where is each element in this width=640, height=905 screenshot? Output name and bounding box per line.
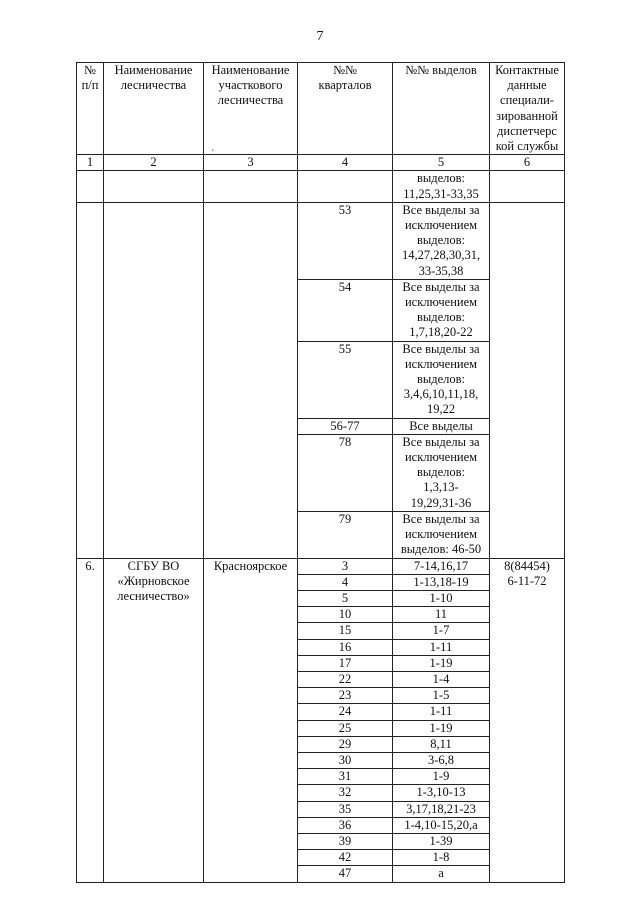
quarter-cell: 17: [298, 655, 393, 671]
cell-empty: [204, 202, 298, 558]
vydely-cell: 8,11: [393, 736, 490, 752]
cell-empty: [77, 202, 104, 558]
vydely-cell: 1-4,10-15,20,a: [393, 817, 490, 833]
quarter-cell: 24: [298, 704, 393, 720]
quarter-cell: 25: [298, 720, 393, 736]
quarter-cell: 29: [298, 736, 393, 752]
vydely-cell: а: [393, 866, 490, 882]
quarter-cell: 32: [298, 785, 393, 801]
quarter-cell: 5: [298, 590, 393, 606]
cell-empty: [204, 171, 298, 202]
quarter-cell: 35: [298, 801, 393, 817]
vydely-cell: 1-19: [393, 655, 490, 671]
forestry-table: [76, 62, 565, 883]
vydely-cell: Все выделы за исключением выделов: 46-50: [393, 511, 490, 558]
quarter-cell: 54: [298, 279, 393, 341]
vydely-cell: выделов: 11,25,31-33,35: [393, 171, 490, 202]
header-contacts: Контактные данные специали- зированной диспетчерс кой службы: [490, 63, 565, 155]
vydely-cell: Все выделы за исключением выделов: 1,3,13- 19,29,31-36: [393, 434, 490, 511]
cell-empty: [490, 171, 565, 202]
vydely-cell: 1-10: [393, 590, 490, 606]
cell-empty: [104, 171, 204, 202]
table-row: [77, 202, 565, 279]
column-number: 4: [298, 155, 393, 171]
header-number: № п/п: [77, 63, 104, 155]
vydely-cell: 7-14,16,17: [393, 558, 490, 574]
quarter-cell: 30: [298, 752, 393, 768]
quarter-cell: 78: [298, 434, 393, 511]
quarter-cell: 4: [298, 574, 393, 590]
quarter-cell: 16: [298, 639, 393, 655]
page-number: 7: [316, 29, 324, 44]
quarter-cell: 22: [298, 671, 393, 687]
column-number: 6: [490, 155, 565, 171]
cell-empty: [490, 202, 565, 558]
quarter-cell: 39: [298, 833, 393, 849]
column-number: 5: [393, 155, 490, 171]
vydely-cell: 1-13,18-19: [393, 574, 490, 590]
quarter-cell: 79: [298, 511, 393, 558]
forestry-name: СГБУ ВО «Жирновское лесничество»: [104, 558, 204, 882]
quarter-cell: 15: [298, 623, 393, 639]
vydely-cell: 11: [393, 607, 490, 623]
vydely-cell: 1-11: [393, 704, 490, 720]
quarter-cell: 10: [298, 607, 393, 623]
quarter-cell: 36: [298, 817, 393, 833]
contact-cell: 8(84454) 6-11-72: [490, 558, 565, 882]
header-forestry: Наименование лесничества: [104, 63, 204, 155]
cell-empty: [298, 171, 393, 202]
vydely-cell: Все выделы за исключением выделов: 14,27,28,30,31, 33-35,38: [393, 202, 490, 279]
quarter-cell: 47: [298, 866, 393, 882]
header-vydely: №№ выделов: [393, 63, 490, 155]
scan-mark: ': [212, 148, 214, 159]
vydely-cell: Все выделы: [393, 418, 490, 434]
quarter-cell: 31: [298, 769, 393, 785]
vydely-cell: 1-7: [393, 623, 490, 639]
quarter-cell: 53: [298, 202, 393, 279]
table-body: [77, 63, 565, 883]
header-district: Наименование участкового лесничества: [204, 63, 298, 155]
district-name: Красноярское: [204, 558, 298, 882]
header-row: [77, 63, 565, 155]
vydely-cell: 3-6,8: [393, 752, 490, 768]
column-number-row: [77, 155, 565, 171]
vydely-cell: 1-39: [393, 833, 490, 849]
table-row: [77, 558, 565, 574]
row-number: 6.: [77, 558, 104, 882]
vydely-cell: 1-19: [393, 720, 490, 736]
vydely-cell: 1-4: [393, 671, 490, 687]
vydely-cell: 1-9: [393, 769, 490, 785]
vydely-cell: Все выделы за исключением выделов: 3,4,6,10,11,18, 19,22: [393, 341, 490, 418]
vydely-cell: 1-5: [393, 688, 490, 704]
column-number: 3: [204, 155, 298, 171]
quarter-cell: 56-77: [298, 418, 393, 434]
vydely-cell: 1-11: [393, 639, 490, 655]
vydely-cell: Все выделы за исключением выделов: 1,7,18,20-22: [393, 279, 490, 341]
vydely-cell: 3,17,18,21-23: [393, 801, 490, 817]
quarter-cell: 23: [298, 688, 393, 704]
cell-empty: [104, 202, 204, 558]
column-number: 1: [77, 155, 104, 171]
quarter-cell: 3: [298, 558, 393, 574]
column-number: 2: [104, 155, 204, 171]
quarter-cell: 55: [298, 341, 393, 418]
vydely-cell: 1-3,10-13: [393, 785, 490, 801]
header-quarters: №№ кварталов: [298, 63, 393, 155]
cell-empty: [77, 171, 104, 202]
vydely-cell: 1-8: [393, 850, 490, 866]
quarter-cell: 42: [298, 850, 393, 866]
continuation-row: [77, 171, 565, 202]
